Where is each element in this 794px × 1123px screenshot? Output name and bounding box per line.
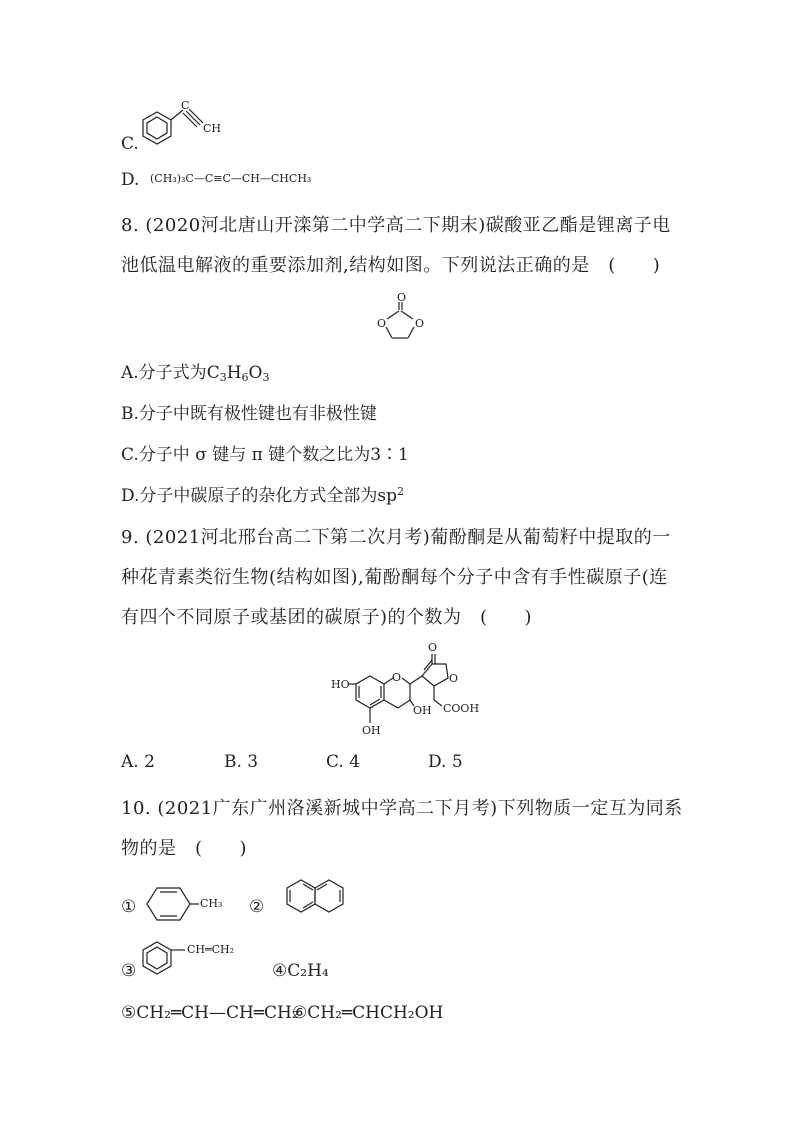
q10-line1: 10. (2021广东广州洛溪新城中学高二下月考)下列物质一定互为同系: [121, 798, 683, 819]
q8-option-d: D.分子中碳原子的杂化方式全部为$sp^2$: [121, 485, 405, 506]
q8-line1: 8. (2020河北唐山开滦第二中学高二下期末)碳酸亚乙酯是锂离子电: [121, 215, 671, 236]
q10-item1-marker: ①: [121, 897, 137, 917]
q9-option-b: B. 3: [224, 752, 259, 772]
option-7c-c-label: C: [181, 99, 190, 112]
q10-item3-label: CH═CH₂: [187, 943, 235, 956]
q8-option-a: A.分子式为$C_3H_6O_3$: [121, 363, 270, 384]
q10-item2-marker: ②: [249, 897, 265, 917]
q10-item6: ⑥CH₂═CHCH₂OH: [292, 1003, 444, 1023]
q10-item4: ④C₂H₄: [272, 961, 329, 981]
option-7d-formula: (CH₃)₃C—C≡C—CH—CHCH₃: [150, 172, 312, 185]
q9-structure-cooh: COOH: [443, 702, 480, 715]
q10-item1-ch3: CH₃: [200, 897, 223, 910]
q9-option-a: A. 2: [121, 752, 155, 772]
q9-line1: 9. (2021河北邢台高二下第二次月考)葡酚酮是从葡萄籽中提取的一: [121, 527, 671, 548]
q8-structure-o-top: O: [397, 291, 407, 304]
q9-option-c: C. 4: [326, 752, 361, 772]
q9-structure-o-ring: O: [392, 671, 402, 684]
q8-structure-o-right: O: [415, 317, 425, 330]
q8-structure-o-left: O: [377, 317, 387, 330]
q10-item5: ⑤CH₂═CH—CH═CH₂: [121, 1003, 299, 1023]
q8-option-c: C.分子中 σ 键与 π 键个数之比为3∶1: [121, 445, 409, 465]
option-7c-ch-label: CH: [203, 122, 222, 135]
option-7c-letter: C.: [121, 134, 139, 154]
q8-option-b: B.分子中既有极性键也有非极性键: [121, 404, 377, 424]
q10-line2: 物的是 ( ): [121, 838, 248, 859]
q8-line2: 池低温电解液的重要添加剂,结构如图。下列说法正确的是 ( ): [121, 255, 661, 276]
q9-structure-o-lactone: O: [449, 672, 459, 685]
q9-structure-oh-mid: OH: [413, 704, 432, 717]
option-7d-letter: D.: [121, 170, 140, 190]
q9-structure-ho: HO: [331, 678, 350, 691]
q9-line3: 有四个不同原子或基团的碳原子)的个数为 ( ): [121, 607, 533, 628]
q9-option-d: D. 5: [428, 752, 463, 772]
q9-line2: 种花青素类衍生物(结构如图),葡酚酮每个分子中含有手性碳原子(连: [121, 567, 668, 588]
q9-structure-o-carbonyl: O: [428, 641, 438, 654]
q10-item3-marker: ③: [121, 961, 137, 981]
q9-structure-oh-bottom: OH: [362, 724, 381, 737]
